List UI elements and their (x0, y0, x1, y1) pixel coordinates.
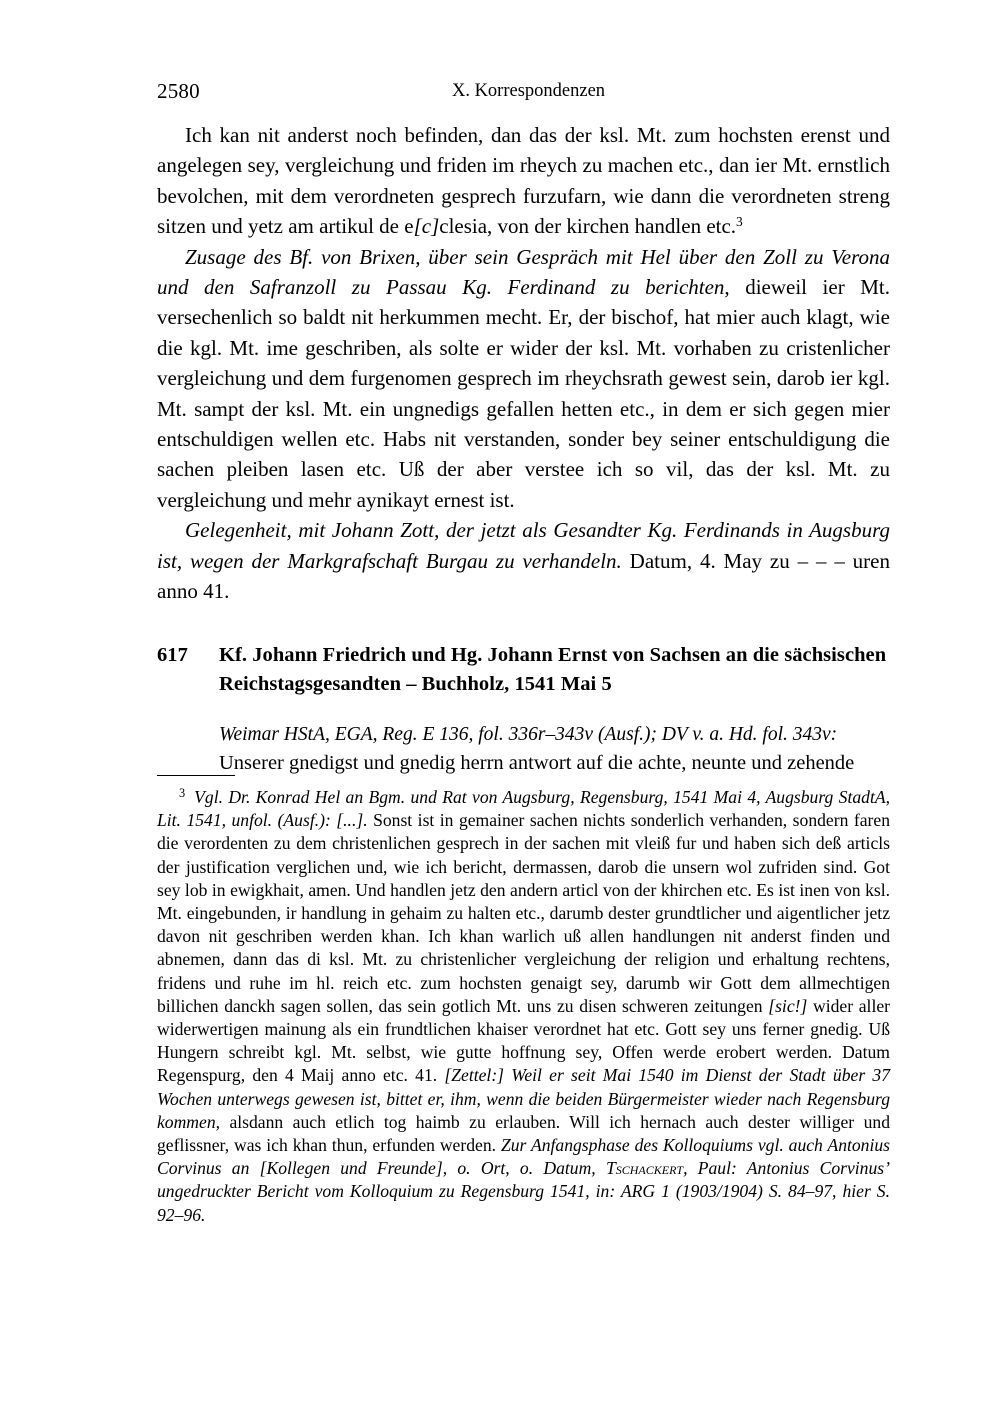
footnote-seg-6: alsdann auch etlich tog haimb zu erlauben. Will ich hernach auch dester williger und geflissner, was ich khan thun, erfunden werden. (157, 1111, 890, 1156)
footnote-seg-3: [sic!] (768, 995, 808, 1016)
footnote-seg-2: Sonst ist in gemainer sachen nichts sonderlich verhanden, sondern faren die verordenten zu dem christenlichen gesprech in der sachen mit vleiß fur und haben sich deß articls der justification verglichen und, wie ich bericht, dermassen, darob die unsern wol zufriden sind. Got sey lob in ewigkhait, amen. Und handlen jetz den andern articl von der khirchen etc. Es ist inen von ksl. Mt. eingebunden, ir handlung in gehaim zu halten etc., darumb dester grundtlicher und aigentlicher jetz davon nit geschriben werden khan. Ich khan warlich uß allen handlungen nit anderst finden und abnemen, dann das di ksl. Mt. zu christenlicher vergleichung der religion und erhaltung rechtens, fridens und ruhe im hl. reich etc. zum hochsten genaigt sey, darumb wir Gott dem allmechtigen billichen danckh sagen sollen, das sein gotlich Mt. uns zu disen schweren zeitungen (157, 810, 890, 1016)
footnote-seg-4: wider aller widerwertigen mainung als ein frundtlichen khaiser verordnet hat etc. Gott sey uns ferner gnedig. Uß Hungern schreibt kgl. Mt. selbst, wie gutte hoffnung sey, Offen werde erobert werden. Datum Regenspurg, den 4 Maij anno etc. 41. (157, 995, 891, 1086)
section-source-block (157, 721, 890, 777)
para1-editorial-insertion: [c] (413, 214, 440, 239)
para3-regest-italic: Gelegenheit, mit Johann Zott, der jetzt als Gesandter Kg. Ferdinands in Augsburg ist, wegen der Markgrafschaft Burgau zu verhandeln. (157, 518, 890, 573)
page-folio-number: 2580 (157, 79, 200, 103)
footnote-apparatus (157, 775, 890, 1227)
paragraph-gelegenheit-zott (157, 515, 890, 606)
document-incipit: Unserer gnedigst und gnedig herrn antwort auf die achte, neunte und zehende (219, 751, 855, 774)
para2-roman-text: , dieweil ier Mt. versechenlich so baldt nit herkummen mecht. Er, der bischof, hat mier auch klagt, wie die kgl. Mt. ime geschriben, als solte er wider der ksl. Mt. vorhaben zu cristenlicher vergleichung und dem furgenomen gesprech im rheychsrath gewest sein, darob ier kgl. Mt. sampt der ksl. Mt. ein ungnedigs gefallen hetten etc., in dem er sich gegen mier entschuldigen wellen etc. Habs nit verstanden, sonder bey seiner entschuldigung die sachen pleiben lasen etc. Uß der aber verstee ich so vil, das der ksl. Mt. zu vergleichung und mehr aynikayt ernest ist. (157, 275, 890, 512)
running-head-title: X. Korrespondenzen (451, 81, 606, 101)
para1-text: Ich kan nit anderst noch befinden, dan das der ksl. Mt. zum hochsten erenst und angelegen sey, vergleichung und friden im rheych zu machen etc., dan ier Mt. ernstlich bevolchen, mit dem verordneten gesprech furzufarn, wie dann die verordneten streng sitzen und yetz am artikul de e (157, 123, 890, 239)
para1-text-tail: clesia, von der kirchen handlen etc. (439, 214, 737, 239)
running-head (157, 78, 890, 104)
footnote-separator-rule (157, 775, 235, 776)
paragraph-report-opening (157, 120, 890, 242)
footnote-seg-7: Zur Anfangsphase des Kolloquiums vgl. auch Antonius Corvinus an [Kollegen und Freunde], o. Ort, o. Datum, (157, 1135, 891, 1179)
footnote-seg-9: , Paul: Antonius Corvinus’ ungedruckter Bericht vom Kolloquium zu Regensburg 1541, in: ARG 1 (1903/1904) S. 84–97, hier S. 92–96. (157, 1158, 890, 1225)
para3-roman-text: Datum, 4. May zu – – – uren anno 41. (157, 548, 890, 604)
footnote-seg-5: [Zettel:] Weil er seit Mai 1540 im Dienst der Stadt über 37 Wochen unterwegs gewesen ist, bittet er, ihm, wenn die beiden Bürgermeister wieder nach Regensburg kommen, (157, 1065, 891, 1132)
paragraph-zusage-brixen (157, 242, 890, 516)
main-text-block (157, 120, 890, 777)
footnote-author-smallcaps: Tschackert (605, 1158, 684, 1179)
section-number: 617 (157, 643, 188, 666)
footnote-reference-3[interactable]: 3 (736, 214, 743, 230)
footnote-seg-1: Vgl. Dr. Konrad Hel an Bgm. und Rat von Augsburg, Regensburg, 1541 Mai 4, Augsburg StadtA, Lit. 1541, unfol. (Ausf.): [...]. (157, 787, 890, 831)
para2-regest-italic: Zusage des Bf. von Brixen, über sein Gespräch mit Hel über den Zoll zu Verona und den Safranzoll zu Passau Kg. Ferdinand zu berichten (157, 244, 890, 300)
section-heading-row (157, 641, 890, 699)
footnote-3 (157, 786, 890, 1227)
document-section-617 (157, 641, 890, 777)
section-heading-text: Kf. Johann Friedrich und Hg. Johann Ernst von Sachsen an die sächsischen Reichstagsgesandten – Buchholz, 1541 Mai 5 (219, 643, 887, 695)
footnote-number: 3 (179, 785, 186, 800)
archival-source-citation: Weimar HStA, EGA, Reg. E 136, fol. 336r–343v (Ausf.); DV v. a. Hd. fol. 343v: (219, 723, 838, 745)
